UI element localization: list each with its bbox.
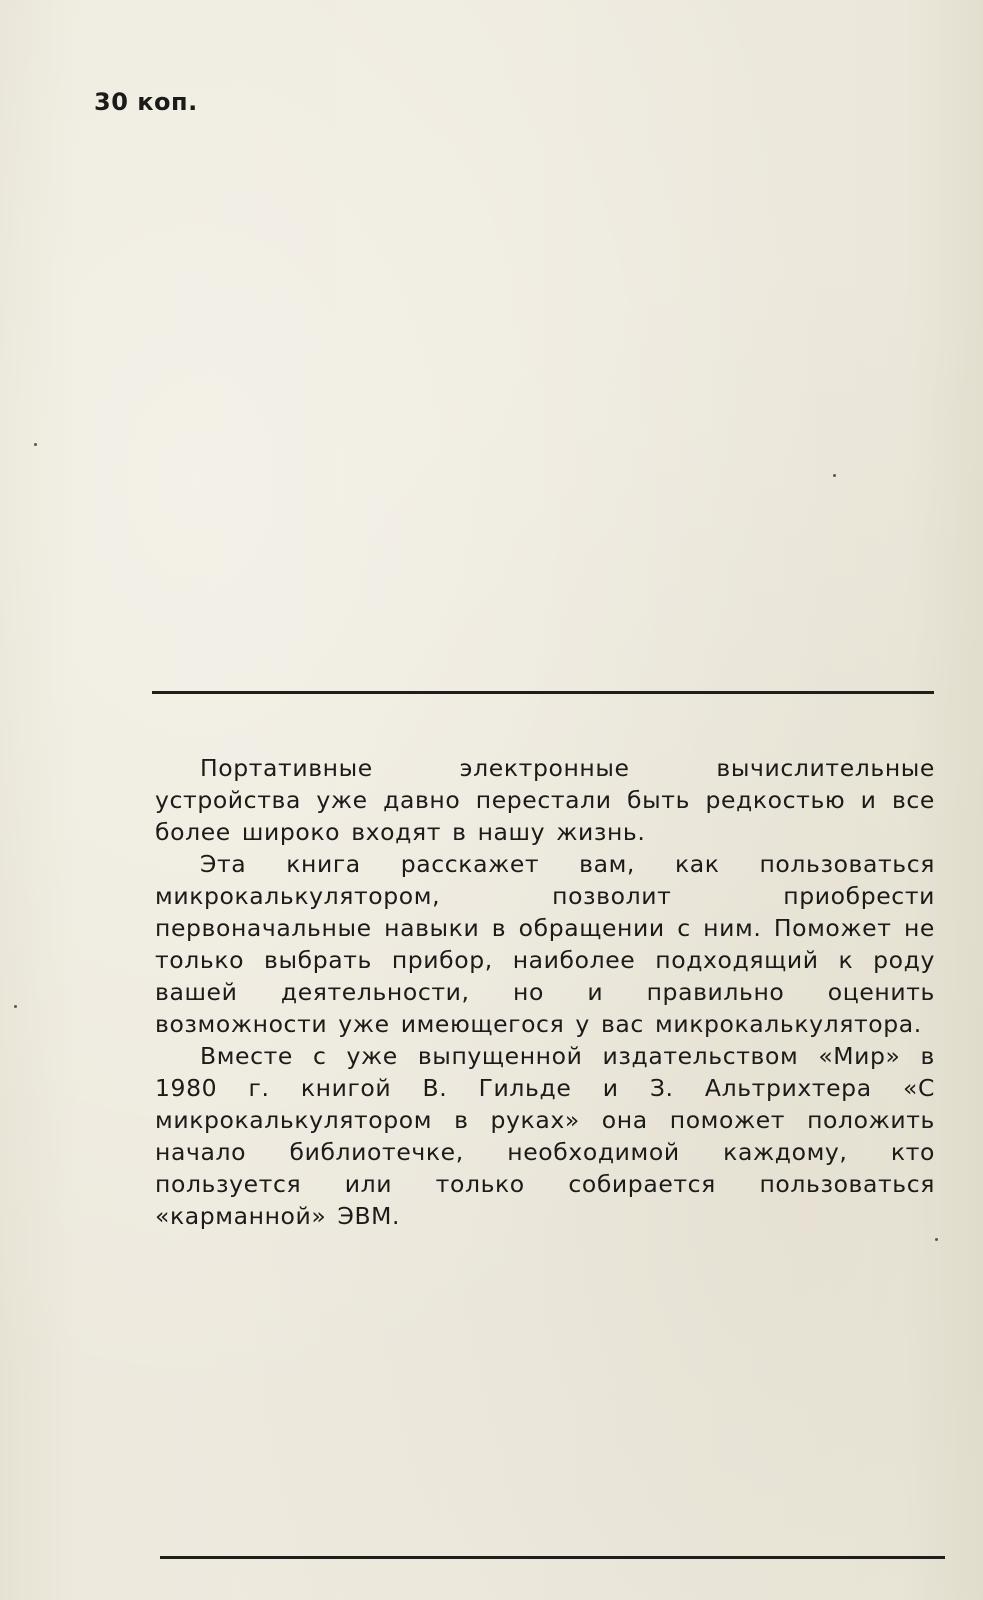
- annotation-text: [155, 752, 935, 1232]
- paper-speck: [34, 443, 37, 446]
- paper-speck: [935, 1238, 938, 1241]
- paper-speck: [14, 1005, 17, 1008]
- paper-speck: [833, 474, 836, 477]
- price-label: 30 коп.: [94, 88, 198, 116]
- top-divider-rule: [152, 691, 934, 694]
- annotation-paragraph-1: Портативные электронные вычислительные устройства уже давно перестали быть редкостью и все более широко входят в нашу жизнь.: [155, 754, 935, 846]
- bottom-divider-rule: [160, 1556, 945, 1559]
- annotation-paragraph-2: Эта книга расскажет вам, как пользоваться микрокалькулятором, позволит приобрести первоначальные навыки в обращении с ним. Поможет не только выбрать прибор, наиболее подходящий к роду вашей деятельности, но и правильно оценить возможности уже имеющегося у вас микрокалькулятора.: [155, 850, 935, 1038]
- annotation-paragraph-3: Вместе с уже выпущенной издательством «Мир» в 1980 г. книгой В. Гильде и З. Альтрихтера «С микрокалькулятором в руках» она поможет положить начало библиотечке, необходимой каждому, кто пользуется или только собирается пользоваться «карманной» ЭВМ.: [155, 1042, 935, 1230]
